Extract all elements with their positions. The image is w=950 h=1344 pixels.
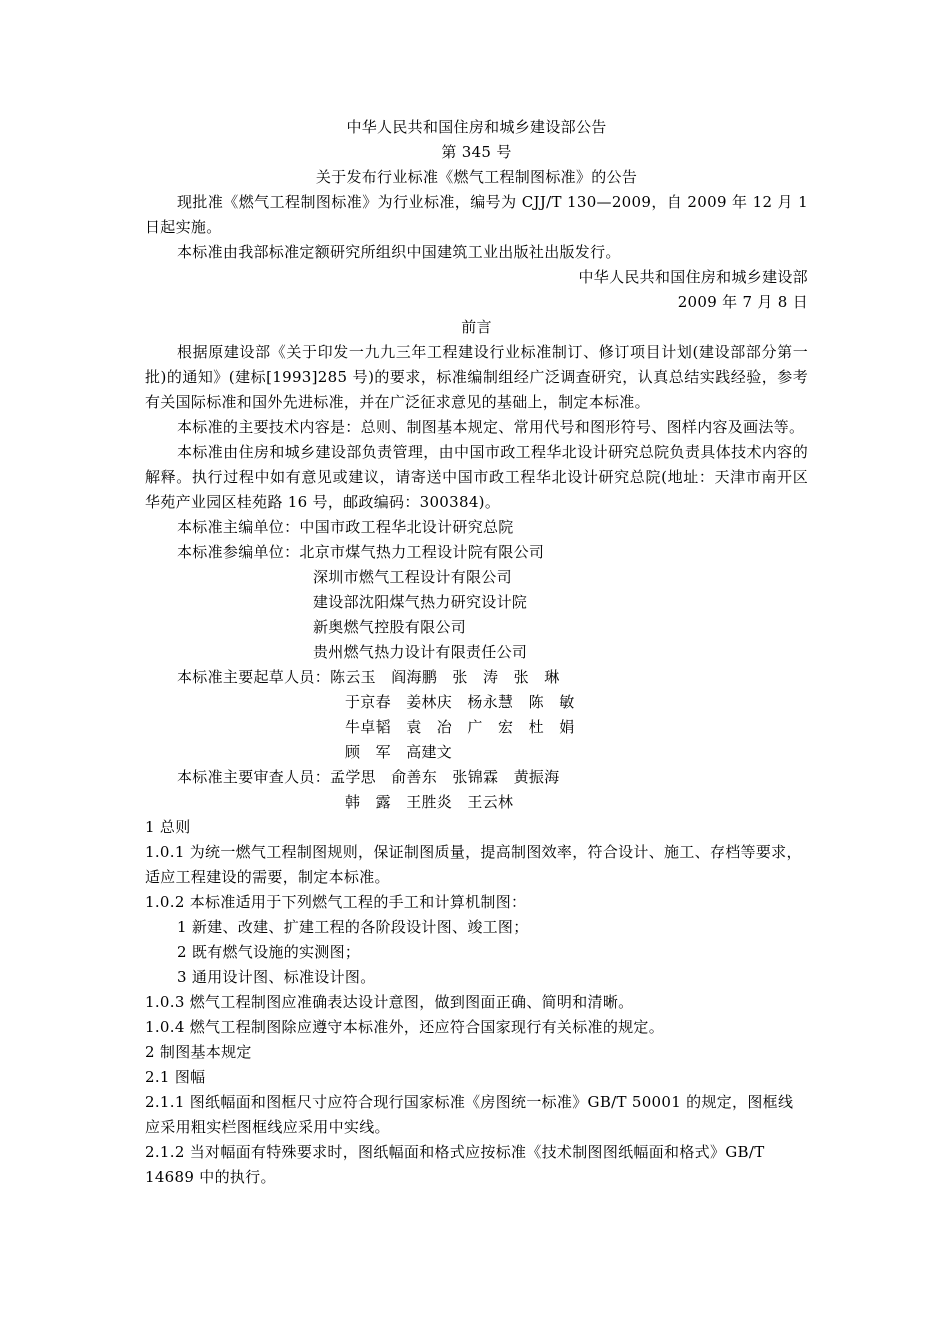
drafters-label: 本标准主要起草人员：	[177, 668, 331, 686]
announcement-date: 2009 年 7 月 8 日	[677, 293, 808, 311]
chief-unit-label: 本标准主编单位：	[177, 518, 300, 536]
drafters-line: 于京春 姜林庆 杨永慧 陈 敏	[345, 693, 575, 711]
preface-heading: 前言	[461, 318, 492, 336]
clause-2-1-1: 2.1.1 图纸幅面和图框尺寸应符合现行国家标准《房图统一标准》GB/T 50001 的规定，图框线应采用粗实栏图框线应采用中实线。	[145, 1093, 794, 1136]
participating-unit: 深圳市燃气工程设计有限公司	[313, 568, 512, 586]
clause-item: 1 新建、改建、扩建工程的各阶段设计图、竣工图；	[177, 918, 529, 936]
clause-1-0-3: 1.0.3 燃气工程制图应准确表达设计意图，做到图面正确、简明和清晰。	[145, 993, 634, 1011]
drafters-line: 陈云玉 阎海鹏 张 涛 张 琳	[330, 668, 560, 686]
participating-unit: 建设部沈阳煤气热力研究设计院	[313, 593, 528, 611]
clause-1-0-2: 1.0.2 本标准适用于下列燃气工程的手工和计算机制图：	[145, 893, 527, 911]
participating-unit-label: 本标准参编单位：	[177, 543, 300, 561]
announcement-signature: 中华人民共和国住房和城乡建设部	[578, 268, 808, 286]
reviewers-label: 本标准主要审查人员：	[177, 768, 331, 786]
preface-paragraph: 本标准由住房和城乡建设部负责管理，由中国市政工程华北设计研究总院负责具体技术内容的解释。执行过程中如有意见或建议，请寄送中国市政工程华北设计研究总院(地址：天津市南开区华苑产业园区桂苑路 16 号，邮政编码：300384)。	[145, 443, 808, 511]
clause-1-0-1: 1.0.1 为统一燃气工程制图规则，保证制图质量，提高制图效率，符合设计、施工、存档等要求，适应工程建设的需要，制定本标准。	[145, 843, 802, 886]
section-2-1-heading: 2.1 图幅	[145, 1068, 206, 1086]
participating-unit: 新奥燃气控股有限公司	[313, 618, 467, 636]
announcement-number: 第 345 号	[441, 143, 512, 161]
document-page	[145, 115, 808, 1190]
clause-1-0-4: 1.0.4 燃气工程制图除应遵守本标准外，还应符合国家现行有关标准的规定。	[145, 1018, 665, 1036]
clause-item: 3 通用设计图、标准设计图。	[177, 968, 376, 986]
drafters-line: 顾 军 高建文	[345, 743, 453, 761]
drafters-line: 牛卓韬 袁 冶 广 宏 杜 娟	[345, 718, 575, 736]
participating-unit-row	[145, 540, 808, 565]
chief-unit-row	[145, 515, 808, 540]
clause-item: 2 既有燃气设施的实测图；	[177, 943, 361, 961]
participating-unit: 贵州燃气热力设计有限责任公司	[313, 643, 528, 661]
reviewers-row	[145, 765, 808, 790]
preface-paragraph: 本标准的主要技术内容是：总则、制图基本规定、常用代号和图形符号、图样内容及画法等。	[177, 418, 805, 436]
clause-2-1-2: 2.1.2 当对幅面有特殊要求时，图纸幅面和格式应按标准《技术制图图纸幅面和格式》GB/T 14689 中的执行。	[145, 1143, 765, 1186]
chief-unit-value: 中国市政工程华北设计研究总院	[299, 518, 514, 536]
announcement-paragraph: 现批准《燃气工程制图标准》为行业标准，编号为 CJJ/T 130—2009，自 2009 年 12 月 1 日起实施。	[145, 193, 808, 236]
chapter2-heading: 2 制图基本规定	[145, 1043, 252, 1061]
announcement-issuer: 中华人民共和国住房和城乡建设部公告	[346, 118, 607, 136]
participating-unit: 北京市煤气热力工程设计院有限公司	[299, 543, 545, 561]
chapter1-heading: 1 总则	[145, 818, 191, 836]
reviewers-line: 韩 露 王胜炎 王云林	[345, 793, 514, 811]
preface-paragraph: 根据原建设部《关于印发一九九三年工程建设行业标准制订、修订项目计划(建设部部分第一批)的通知》(建标[1993]285 号)的要求，标准编制组经广泛调查研究，认真总结实践经验，参考有关国际标准和国外先进标准，并在广泛征求意见的基础上，制定本标准。	[145, 343, 808, 411]
reviewers-line: 孟学思 俞善东 张锦霖 黄振海	[330, 768, 560, 786]
drafters-row	[145, 665, 808, 690]
announcement-title: 关于发布行业标准《燃气工程制图标准》的公告	[315, 168, 638, 186]
announcement-paragraph: 本标准由我部标准定额研究所组织中国建筑工业出版社出版发行。	[177, 243, 621, 261]
